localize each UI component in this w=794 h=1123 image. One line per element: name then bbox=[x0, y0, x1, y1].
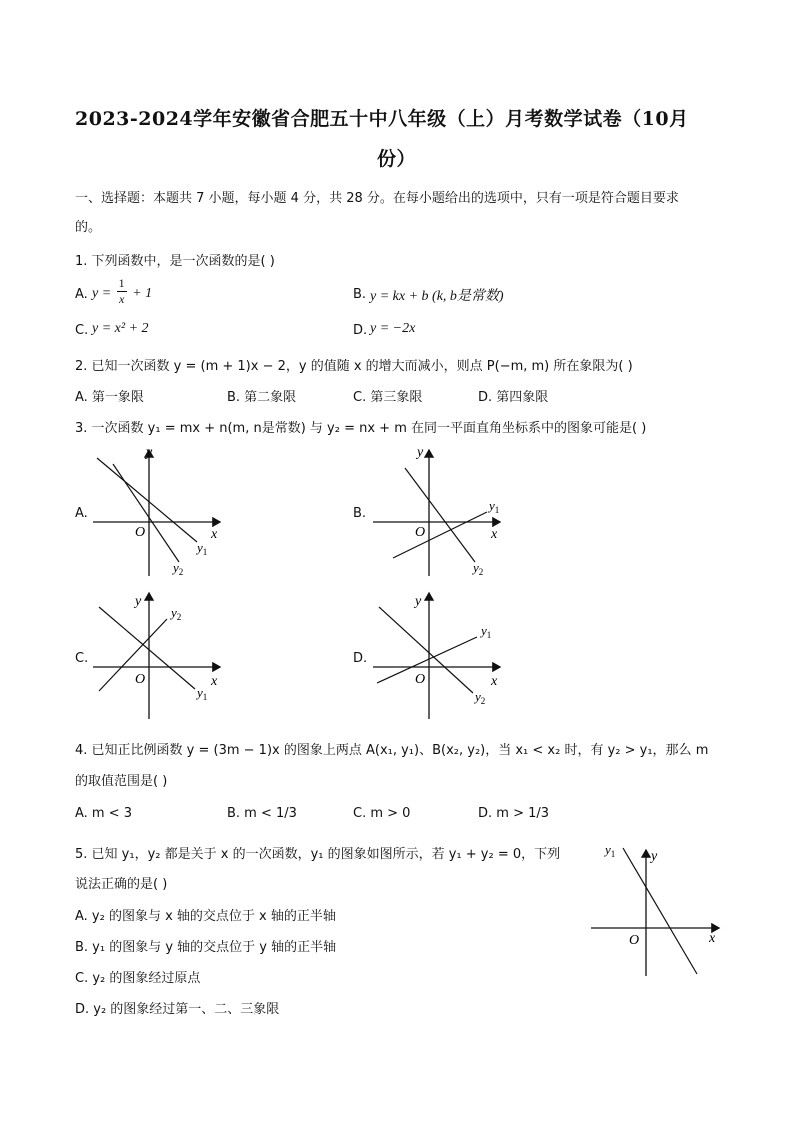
q1-option-d-label: D. bbox=[353, 323, 368, 338]
q3-graph-b bbox=[365, 440, 515, 580]
origin-label: O bbox=[135, 672, 146, 687]
q5-option-a: A. y₂ 的图象与 x 轴的交点位于 x 轴的正半轴 bbox=[75, 909, 336, 924]
q1-option-c-math: y = x² + 2 bbox=[92, 321, 149, 336]
axis-x-label: x bbox=[709, 931, 716, 946]
y1-label: $y_1$ bbox=[481, 623, 492, 640]
q2-option-d: D. 第四象限 bbox=[478, 390, 549, 405]
line-y2 bbox=[405, 468, 475, 562]
line-y2 bbox=[99, 619, 167, 691]
q4-option-b: B. m < 1/3 bbox=[227, 806, 297, 821]
q4-stem-line2: 的取值范围是( ) bbox=[75, 774, 168, 789]
q1-option-c-label: C. bbox=[75, 323, 89, 338]
q5-stem-line1: 5. 已知 y₁，y₂ 都是关于 x 的一次函数，y₁ 的图象如图所示，若 y₁ + y₂ = 0，下列 bbox=[75, 847, 561, 862]
y2-label: $y_2$ bbox=[173, 560, 184, 577]
q2-option-b: B. 第二象限 bbox=[227, 390, 297, 405]
y1-label: $y_1$ bbox=[197, 540, 208, 557]
q5-stem-line2: 说法正确的是( ) bbox=[75, 877, 168, 892]
q3-option-a-label: A. bbox=[75, 506, 88, 521]
axis-x-label: x bbox=[211, 674, 218, 689]
q3-option-b-label: B. bbox=[353, 506, 367, 521]
q5-option-c: C. y₂ 的图象经过原点 bbox=[75, 971, 201, 986]
q1-option-a-math: y = $\frac{1}{x}$ + 1 bbox=[92, 276, 153, 306]
section-heading-line1: 一、选择题：本题共 7 小题，每小题 4 分，共 28 分。在每小题给出的选项中，只有一项是符合题目要求 bbox=[75, 191, 679, 206]
q4-option-d: D. m > 1/3 bbox=[478, 806, 550, 821]
q4-stem-line1: 4. 已知正比例函数 y = (3m − 1)x 的图象上两点 A(x₁, y₁)、B(x₂, y₂)，当 x₁ < x₂ 时，有 y₂ > y₁，那么 m bbox=[75, 743, 709, 758]
q1-option-a-label: A. bbox=[75, 287, 88, 302]
q3-option-d-label: D. bbox=[353, 651, 368, 666]
origin-label: O bbox=[135, 525, 146, 540]
q1-option-d-math: y = −2x bbox=[370, 321, 416, 336]
axis-x-label: x bbox=[491, 674, 498, 689]
axis-y-label: y bbox=[651, 849, 658, 864]
section-heading-line2: 的。 bbox=[75, 220, 102, 235]
q3-graph-a bbox=[85, 440, 235, 580]
line-y1 bbox=[393, 512, 487, 558]
q4-option-a: A. m < 3 bbox=[75, 806, 133, 821]
y2-label: $y_2$ bbox=[171, 605, 182, 622]
axis-y-label: y bbox=[415, 594, 422, 609]
q3-graph-c bbox=[85, 585, 235, 725]
line-y1 bbox=[623, 848, 697, 974]
q5-option-b: B. y₁ 的图象与 y 轴的交点位于 y 轴的正半轴 bbox=[75, 940, 337, 955]
line-y2 bbox=[113, 464, 179, 562]
y1-label: $y_1$ bbox=[489, 498, 500, 515]
q1-option-b-math: y = kx + b (k, b是常数) bbox=[370, 289, 504, 304]
axis-y-label: y bbox=[417, 445, 424, 460]
q2-stem: 2. 已知一次函数 y = (m + 1)x − 2，y 的值随 x 的增大而减小，则点 P(−m, m) 所在象限为( ) bbox=[75, 359, 633, 374]
line-y1 bbox=[377, 637, 477, 683]
y1-label: $y_1$ bbox=[197, 685, 208, 702]
y2-label: $y_2$ bbox=[475, 689, 486, 706]
q4-option-c: C. m > 0 bbox=[353, 806, 411, 821]
axis-x-label: x bbox=[491, 527, 498, 542]
origin-label: O bbox=[415, 672, 426, 687]
page-title-line1: 2023-2024学年安徽省合肥五十中八年级（上）月考数学试卷（10月 bbox=[75, 108, 689, 130]
origin-label: O bbox=[415, 525, 426, 540]
q5-option-d: D. y₂ 的图象经过第一、二、三象限 bbox=[75, 1002, 280, 1017]
axis-y-label: y bbox=[135, 594, 142, 609]
y1-label: $y_1$ bbox=[605, 842, 616, 859]
q3-option-c-label: C. bbox=[75, 651, 89, 666]
axis-x-label: x bbox=[211, 527, 218, 542]
y2-label: $y_2$ bbox=[473, 560, 484, 577]
page-title-line2: 份） bbox=[377, 148, 417, 170]
axis-y-label: y bbox=[146, 445, 153, 460]
q2-option-c: C. 第三象限 bbox=[353, 390, 423, 405]
q1-option-b-label: B. bbox=[353, 287, 367, 302]
origin-label: O bbox=[629, 933, 640, 948]
line-y2 bbox=[379, 607, 473, 693]
q5-graph bbox=[585, 838, 735, 980]
line-y1 bbox=[97, 458, 197, 542]
q1-stem: 1. 下列函数中，是一次函数的是( ) bbox=[75, 254, 275, 269]
q3-graph-d bbox=[365, 585, 515, 725]
q3-stem: 3. 一次函数 y₁ = mx + n(m, n是常数) 与 y₂ = nx + m 在同一平面直角坐标系中的图象可能是( ) bbox=[75, 421, 647, 436]
q2-option-a: A. 第一象限 bbox=[75, 390, 144, 405]
